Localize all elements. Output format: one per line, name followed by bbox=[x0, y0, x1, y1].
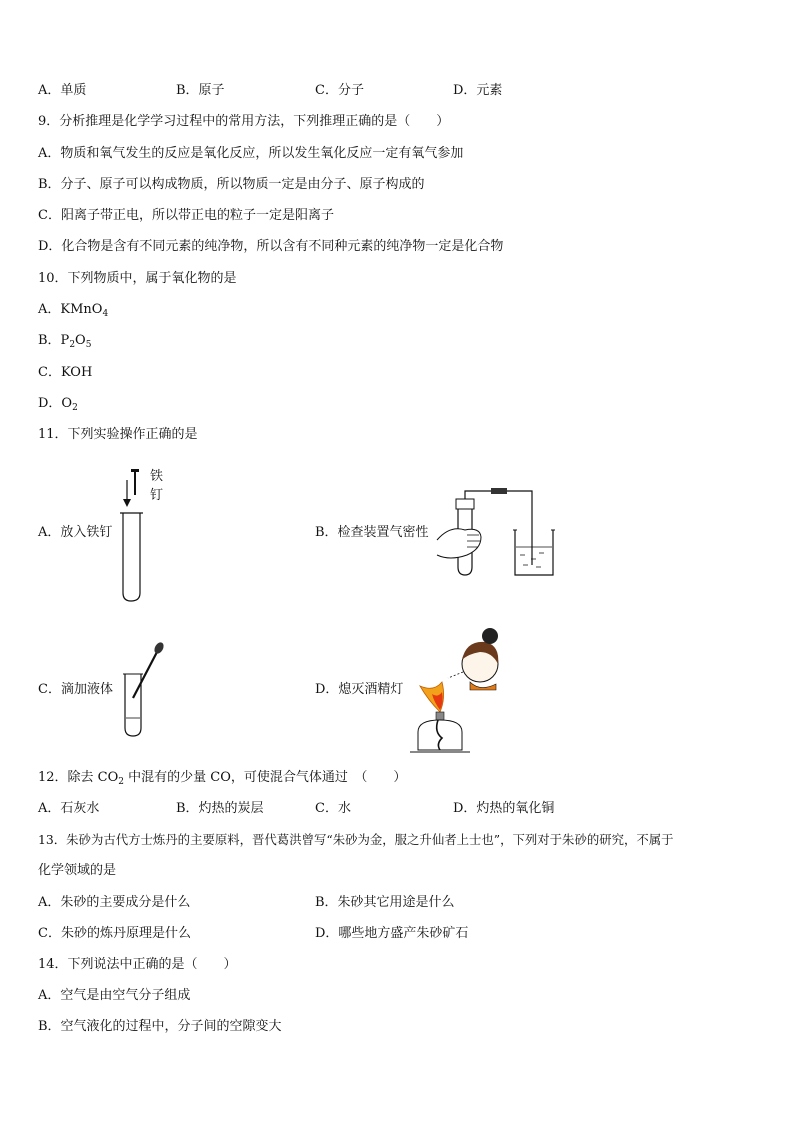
q10-b-subscript-2: 5 bbox=[85, 340, 92, 350]
q14-stem: 14．下列说法中正确的是（ ） bbox=[38, 957, 237, 972]
q12-stem bbox=[38, 769, 406, 791]
q11-option-d[interactable]: D．熄灭酒精灯 bbox=[315, 682, 404, 697]
q12-stem-subscript: 2 bbox=[118, 777, 125, 787]
q10-stem: 10．下列物质中，属于氧化物的是 bbox=[38, 271, 237, 286]
q14-option-b[interactable]: B．空气液化的过程中，分子间的空隙变大 bbox=[38, 1019, 282, 1034]
q9-option-a[interactable]: A．物质和氧气发生的反应是氧化反应，所以发生氧化反应一定有氧气参加 bbox=[38, 146, 464, 161]
q11-option-a[interactable]: A．放入铁钉 bbox=[38, 525, 113, 540]
q10-option-a[interactable] bbox=[38, 301, 108, 323]
q10-d-subscript: 2 bbox=[72, 403, 78, 413]
q10-b-text-o: O bbox=[75, 333, 86, 348]
q11-option-c[interactable]: C．滴加液体 bbox=[38, 682, 113, 697]
nail-label-1: 铁 bbox=[150, 469, 164, 484]
q10-b-text: B．P bbox=[38, 333, 70, 348]
q12-option-d[interactable]: D．灼热的氧化铜 bbox=[453, 801, 555, 816]
q10-a-text: A．KMnO bbox=[38, 302, 103, 317]
q10-a-subscript: 4 bbox=[102, 309, 109, 319]
q13-option-b[interactable]: B．朱砂其它用途是什么 bbox=[315, 895, 455, 910]
q13-option-a[interactable]: A．朱砂的主要成分是什么 bbox=[38, 895, 191, 910]
q8-option-a[interactable]: A．单质 bbox=[38, 83, 87, 98]
q12-stem-text-1: 12．除去 CO bbox=[38, 770, 119, 785]
alcohol-lamp-illustration bbox=[400, 620, 520, 760]
q8-option-d[interactable]: D．元素 bbox=[453, 83, 503, 98]
q13-option-c[interactable]: C．朱砂的炼丹原理是什么 bbox=[38, 926, 191, 941]
q11-option-b[interactable]: B．检查装置气密性 bbox=[315, 525, 429, 540]
q10-option-b[interactable] bbox=[38, 332, 91, 354]
q11-stem: 11．下列实验操作正确的是 bbox=[38, 427, 198, 442]
q9-option-d[interactable]: D．化合物是含有不同元素的纯净物，所以含有不同种元素的纯净物一定是化合物 bbox=[38, 239, 504, 254]
q8-option-c[interactable]: C．分子 bbox=[315, 83, 364, 98]
q12-stem-text-2: 中混有的少量 CO，可使混合气体通过 （ ） bbox=[124, 770, 407, 785]
q8-option-b[interactable]: B．原子 bbox=[176, 83, 225, 98]
q9-stem: 9．分析推理是化学学习过程中的常用方法，下列推理正确的是（ ） bbox=[38, 114, 450, 129]
q13-stem-line1: 13．朱砂为古代方士炼丹的主要原料，晋代葛洪曾写“朱砂为金，服之升仙者上士也”，下列对于朱砂的研究，不属于 bbox=[38, 832, 674, 847]
q10-b-subscript-1: 2 bbox=[69, 340, 76, 350]
q10-option-c[interactable]: C．KOH bbox=[38, 365, 93, 380]
q10-d-text: D．O bbox=[38, 396, 73, 411]
test-tube-nail-illustration bbox=[115, 465, 175, 605]
q12-option-c[interactable]: C．水 bbox=[315, 801, 351, 816]
q9-option-c[interactable]: C．阳离子带正电，所以带正电的粒子一定是阳离子 bbox=[38, 208, 334, 223]
q13-stem-line2: 化学领域的是 bbox=[38, 863, 117, 878]
airtightness-check-illustration bbox=[435, 485, 565, 585]
q9-option-b[interactable]: B．分子、原子可以构成物质，所以物质一定是由分子、原子构成的 bbox=[38, 177, 425, 192]
q14-option-a[interactable]: A．空气是由空气分子组成 bbox=[38, 988, 191, 1003]
q12-option-a[interactable]: A．石灰水 bbox=[38, 801, 100, 816]
nail-label-2: 钉 bbox=[150, 488, 164, 503]
dropper-illustration bbox=[115, 638, 175, 748]
q12-option-b[interactable]: B．灼热的炭层 bbox=[176, 801, 264, 816]
q10-option-d[interactable] bbox=[38, 395, 78, 417]
q13-option-d[interactable]: D．哪些地方盛产朱砂矿石 bbox=[315, 926, 469, 941]
